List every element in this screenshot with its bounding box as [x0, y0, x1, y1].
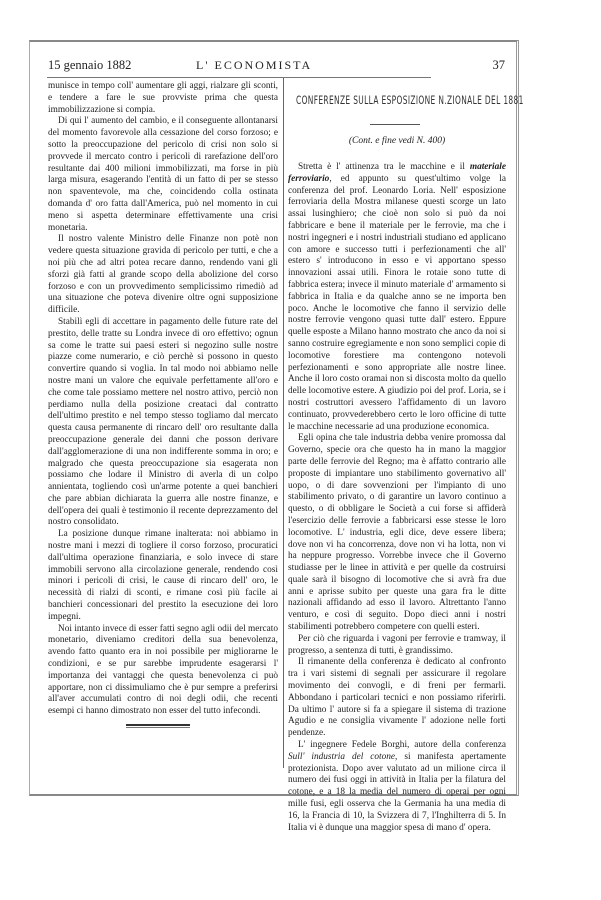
- running-header: [48, 56, 505, 76]
- paragraph: Il nostro valente Ministro delle Finanze non potè non vedere questa situazione gravida di pericolo per tutti, e che a noi più che ad altri potea recare danno, rendendo vani gli sforzi già fatti al grande scopo della abolizione del corso forzoso e con un provvedimento semplicissimo rimediò ad una situazione che poteva divenire oltre ogni supposizione difficile.: [48, 234, 278, 316]
- lecture-title: Sull' industria del cotone: [288, 751, 396, 762]
- paragraph: Il rimanente della conferenza è dedicato al confronto tra i vari sistemi di segnali per assicurare il regolare movimento dei convogli, e di freni per fermarli. Abbondano i particolari tecnici e non possiamo riferirli. Da ultimo l' autore si fa a spiegare il sistema di trazione Agudio e ne consiglia vivamente l' adozione nelle forti pendenze.: [288, 657, 506, 739]
- paragraph: [288, 740, 506, 834]
- section-title: CONFERENZE SULLA ESPOSIZIONE N.ZIONALE DEL 1881: [296, 93, 524, 107]
- emphasis-term: materiale ferroviario: [288, 162, 506, 184]
- right-column: [288, 162, 506, 834]
- text: Stretta è l' attinenza tra le macchine e il: [298, 162, 470, 172]
- issue-date: 15 gennaio 1882: [48, 58, 132, 72]
- paragraph: munisce in tempo coll' aumentare gli aggi, rialzare gli sconti, e tendere a fare le sue provviste prima che questa immobilizzazione si compia.: [48, 81, 278, 115]
- paragraph: Di qui l' aumento del cambio, e il conseguente allontanarsi del momento favorevole alla cessazione del corso forzoso; e sotto la preoccupazione del pericolo di crisi non solo si provvede il mercato contro i pericoli di rarefazione dell'oro resultante dai 400 milioni immobilizzati, ma forse in più larga misura, esagerando l'entità di un fatto di per se stesso non spaventevole, ma che, coincidendo colla ostinata domanda d' oro fatta dall'America, può nel momento in cui meno si aspetta determinare effettivamente una crisi monetaria.: [48, 116, 278, 233]
- text: , ed appunto su quest'ultimo volge la conferenza del prof. Leonardo Loria. Nell' esposizione ferroviaria della Mostra milanese questi scorge un lato assai lusinghiero; che cioè non solo si può da noi fabbricare e bene il materiale per le ferrovie, ma che i nostri ingegneri e i nostri industriali studiano ed applicano con amore e successo tutti i perfezionamenti che all' estero s' introducono in esso e vi apportano spesso innovazioni assai utili. Finora le rotaie sono tutte di fabbrica estera; invece il minuto materiale d' armamento si fabbrica in Italia e da qualche anno se ne importa ben poco. Anche le locomotive che fanno il servizio delle nostre ferrovie vengono quasi tutte dall' estero. Eppure quelle esposte a Milano hanno mostrato che anco da noi si sanno costruire egregiamente e non sono semplici copie di locomotive forestiere ma contengono notevoli perfezionamenti e sono appropriate alle nostre linee. Anche il loro costo oramai non si discosta molto da quello delle locomotive estere. A giudizio poi del prof. Loria, se i nostri costruttori avessero l'affidamento di un lavoro continuato, provvederebbero certo le loro officine di tutte le macchine necessarie ad una produzione economica.: [288, 173, 506, 432]
- journal-title: L' ECONOMISTA: [196, 58, 313, 72]
- column-divider: [283, 78, 284, 768]
- paragraph: Per ciò che riguarda i vagoni per ferrovie e tramway, il progresso, a sentenza di tutti, è grandissimo.: [288, 633, 506, 656]
- article-end-rule: [126, 724, 190, 728]
- paragraph: Noi intanto invece di esser fatti segno agli odii del mercato monetario, diveniamo creditori della sua benevolenza, avendo fatto quanto era in noi possibile per migliorarne le condizioni, e se pur sarebbe imprudente esagerarsi l' importanza dei vantaggi che questa benevolenza ci può apportare, non ci dissimuliamo che è pur sempre a preferirsi all'aver accumulati contro di noi degli odii, che recenti esempi ci hanno dimostrato non esser del tutto infecondi.: [48, 623, 278, 717]
- text: , si manifesta apertamente protezionista. Dopo aver valutato ad un milione circa il numero dei fusi oggi in attività in Italia per la filatura del cotone, e a 18 la media del numero di operai per ogni mille fusi, egli osserva che la Germania ha una media di 16, la Francia di 10, la Svizzera di 7, l'Inghilterra di 5. In Italia vi è dunque una maggior spesa di mano d' opera.: [288, 751, 506, 833]
- page-number: 37: [492, 58, 505, 72]
- paragraph: Egli opina che tale industria debba venire promossa dal Governo, specie ora che questo ha in mano la maggior parte delle ferrovie del Regno; ma è affatto contrario alle proposte di impiantare uno stabilimento governativo all' uopo, o di dare sovvenzioni per l'impianto di uno stabilimento privato, o di garantire un lavoro continuo a questo, o di obbligare le Società a cui forse si affiderà l'esercizio delle ferrovie a fabbricarsi esse stesse le loro locomotive. L' industria, egli dice, deve essere libera; dove non vi ha concorrenza, dove non vi ha lotta, non vi ha neppure progresso. Vorrebbe invece che il Governo studiasse per le linee in attività e per quelle da costruirsi quale sarà il bisogno di locomotive che si avrà fra due anni e aprisse subito per queste una gara fra le ditte nazionali affidando ad esso il lavoro. Altrettanto l'anno venturo, e così di seguito. Dopo dieci anni i nostri stabilimenti potrebbero competere con quelli esteri.: [288, 433, 506, 633]
- header-rule: [47, 77, 431, 78]
- title-rule: [370, 124, 420, 125]
- paragraph: [288, 162, 506, 433]
- paragraph: Stabilì egli di accettare in pagamento delle future rate del prestito, delle tratte su Londra invece di oro effettivo; ognun sa come le tratte sui paesi esteri si negozino sulle nostre piazze come numerario, e ciò perchè si possono in questo convertire quando si voglia. In tal modo noi abbiamo nelle nostre mani un valore che equivale perfettamente all'oro e che come tale possiamo mettere nel nostro attivo, perciò non perdiamo nulla della posizione creataci dal contratto dell'ultimo prestito e nel tempo stesso togliamo dal mercato questa causa permanente di rincaro dell' oro resultante dalla preoccupazione generale dei danni che posson derivare dall'agglomerazione di una non indifferente somma in oro; e malgrado che questa preoccupazione sia esagerata non possiamo che lodare il Ministro di averla di un colpo annientata, togliendo così un'arme potente a quei banchieri che pare abbian dichiarata la guerra alle nostre finanze, e dell'opera dei quali è testimonio il recente deprezzamento del nostro consolidato.: [48, 316, 278, 528]
- paragraph: La posizione dunque rimane inalterata: noi abbiamo in nostre mani i mezzi di togliere il corso forzoso, procuratici dall'ultima operazione finanziaria, e solo invece di stare immobili servono alla circolazione generale, rendendo così minori i pericoli di crisi, le cause di rincaro dell' oro, le necessità di rialzi di sconti, e rimane così più facile ai banchieri concessionari del prestito la esecuzione dei loro impegni.: [48, 529, 278, 622]
- continuation-note: (Cont. e fine vedi N. 400): [348, 136, 446, 146]
- left-column: [48, 81, 278, 718]
- text: L' ingegnere Fedele Borghi, autore della conferenza: [298, 740, 506, 751]
